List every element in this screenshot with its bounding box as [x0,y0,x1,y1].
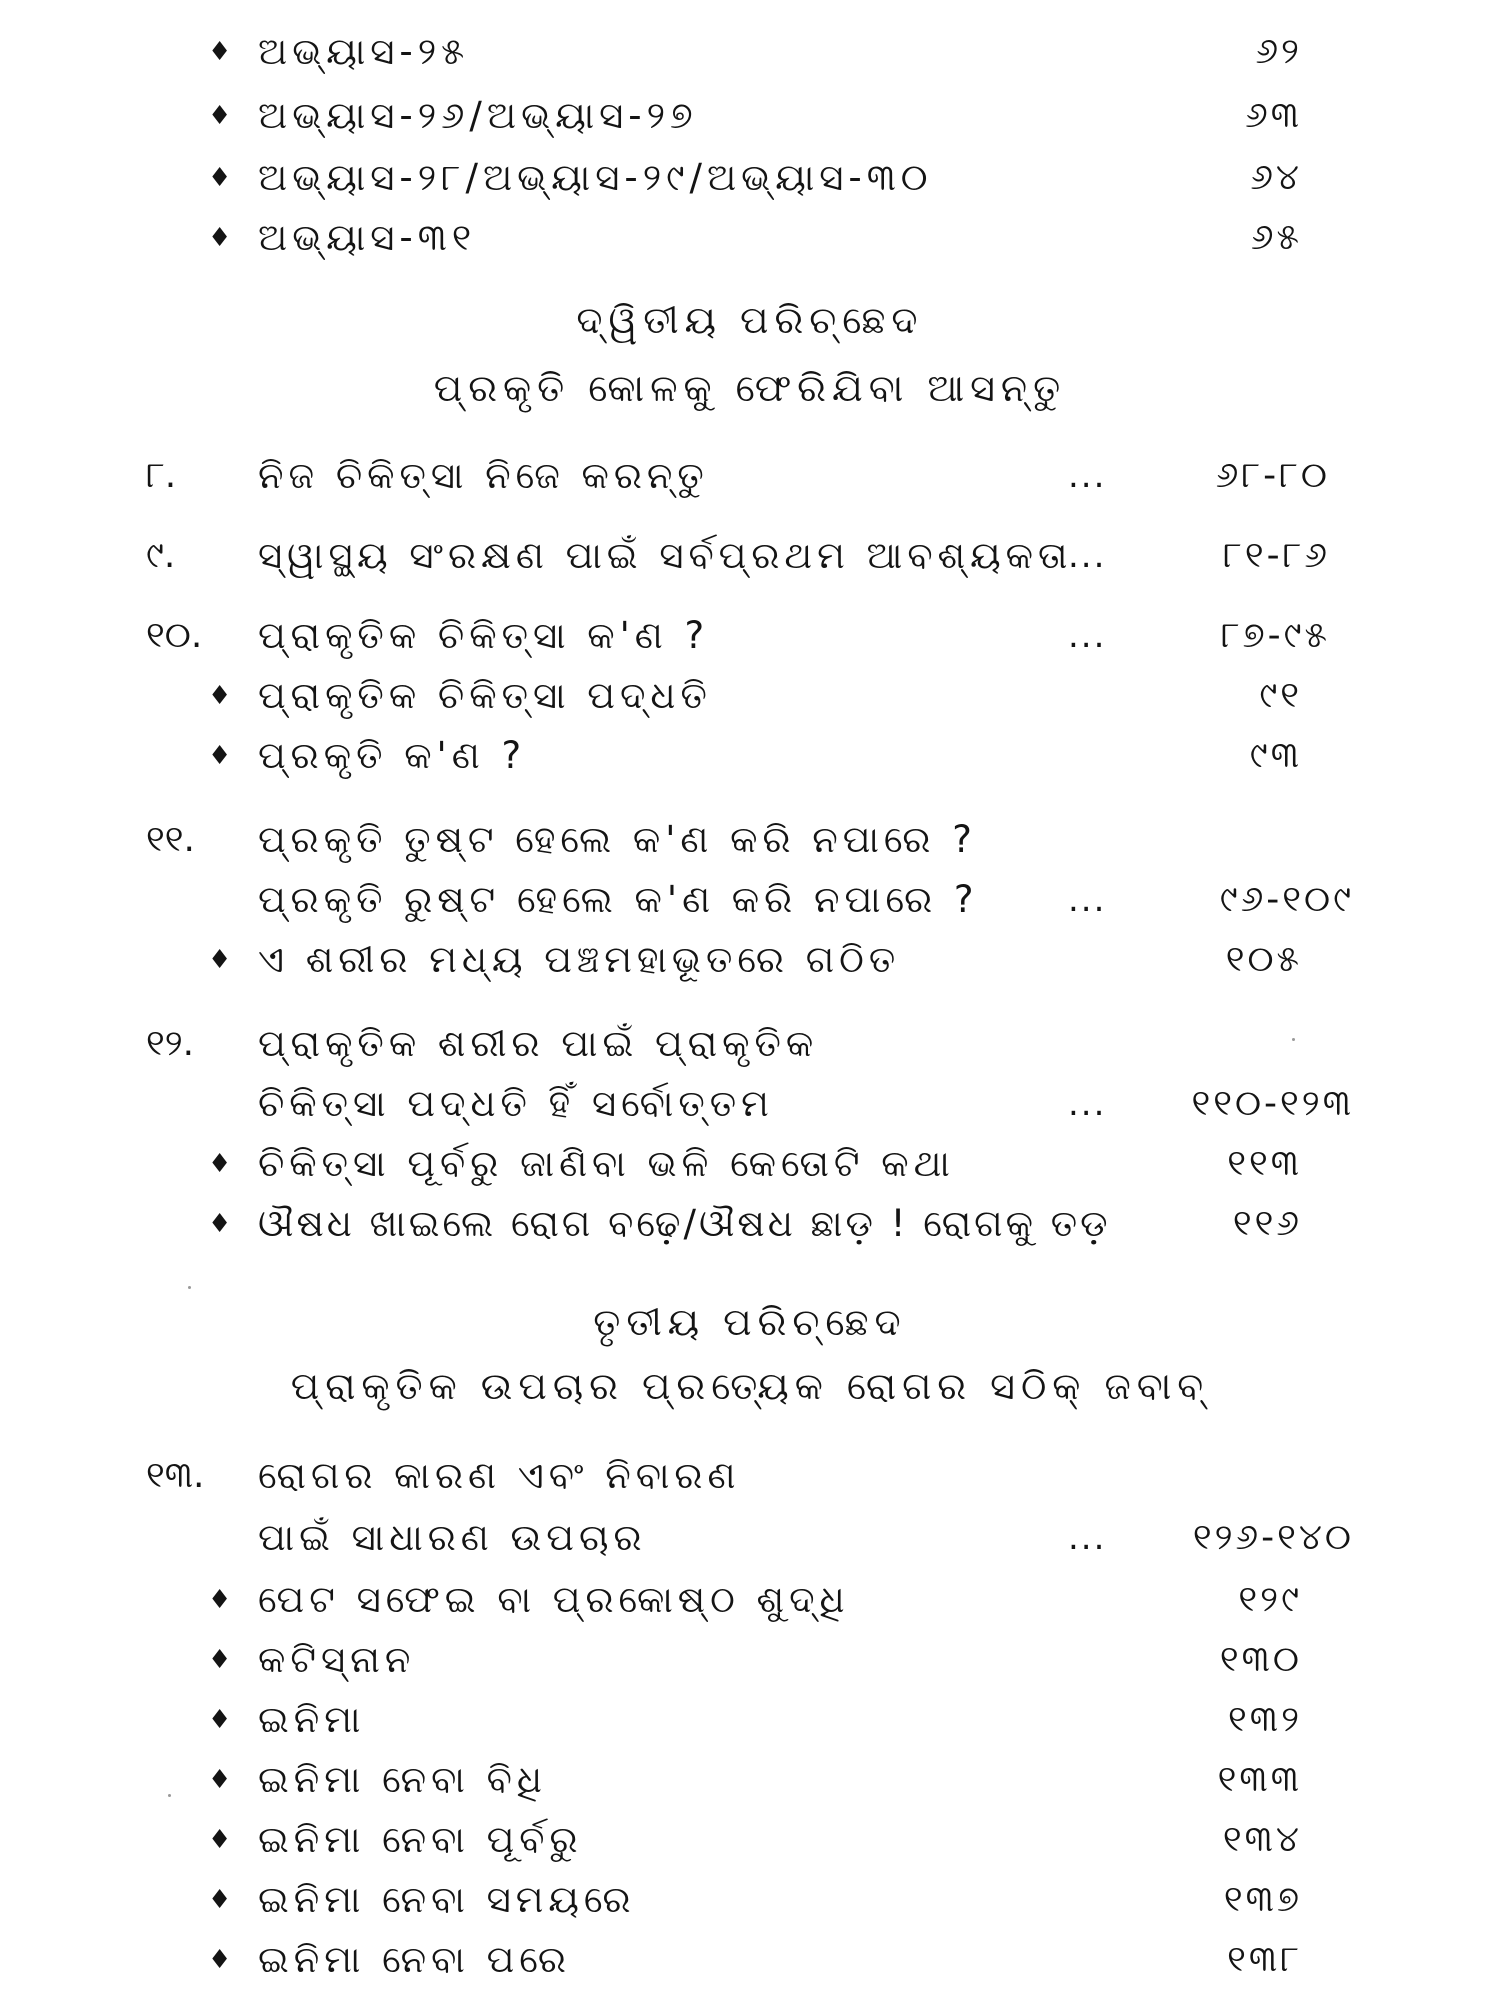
entry-page: ୮୭-୯୫ [1220,615,1330,656]
toc-entry [0,1810,1500,1870]
toc-entry [0,1570,1500,1630]
toc-entry [0,870,1500,930]
toc-entry [0,1014,1500,1074]
entry-label: ପ୍ରକୃତି କ'ଣ ? [258,734,527,777]
toc-entry [0,1508,1500,1568]
toc-entry [0,1690,1500,1750]
diamond-bullet-icon: ♦ [208,223,232,253]
toc-entry [0,1134,1500,1194]
chapter-3-title: ତୃତୀୟ ପରିଚ୍ଛେଦ [593,1300,907,1344]
leader-dots: ... [1068,456,1107,496]
leader-dots: ... [1068,1518,1107,1558]
leader-dots: ... [1068,1084,1107,1124]
entry-page: ୧୩୨ [1228,1699,1302,1740]
entry-label: ଇନିମା ନେବା ବିଧି [258,1758,547,1801]
entry-label: ଅଭ୍ୟାସ-୨୫ [258,30,470,73]
toc-entry [0,606,1500,666]
entry-page: ୬୨ [1255,31,1302,72]
diamond-bullet-icon: ♦ [208,1149,232,1179]
entry-label: ନିଜ ଚିକିତ୍ସା ନିଜେ କରନ୍ତୁ [258,454,709,497]
entry-page: ୬୪ [1250,157,1302,198]
diamond-bullet-icon: ♦ [208,1705,232,1735]
entry-number: ୮. [146,455,177,496]
paper-speck [188,1286,191,1289]
leader-dots: ... [1068,880,1107,920]
entry-page: ୧୩୩ [1217,1759,1302,1800]
paper-speck [168,1794,171,1797]
chapter-3-subtitle: ପ୍ରାକୃତିକ ଉପଚାର ପ୍ରତ୍ୟେକ ରୋଗର ସଠିକ୍ ଜବାବ୍ [290,1364,1210,1408]
toc-entry [0,208,1500,268]
paper-speck [1292,1038,1295,1041]
entry-label: ଅଭ୍ୟାସ-୩୧ [258,216,477,259]
toc-entry [0,1630,1500,1690]
chapter-2-subtitle: ପ୍ରକୃତି କୋଳକୁ ଫେରିଯିବା ଆସନ୍ତୁ [433,366,1067,410]
entry-label: ସ୍ୱାସ୍ଥ୍ୟ ସଂରକ୍ଷଣ ପାଇଁ ସର୍ବପ୍ରଥମ ଆବଶ୍ୟକତା [258,534,1073,577]
leader-dots: ... [1068,616,1107,656]
entry-label: ଅଭ୍ୟାସ-୨୮/ଅଭ୍ୟାସ-୨୯/ଅଭ୍ୟାସ-୩୦ [258,156,933,199]
entry-page: ୧୨୯ [1238,1579,1302,1620]
entry-page: ୧୧୦-୧୨୩ [1191,1083,1354,1124]
entry-number: ୯. [146,535,176,576]
entry-label: ରୋଗର କାରଣ ଏବଂ ନିବାରଣ [258,1454,741,1497]
entry-page: ୧୧୬ [1232,1203,1302,1244]
entry-page: ୯୧ [1259,675,1302,716]
toc-entry [0,526,1500,586]
entry-page: ୯୩ [1249,735,1302,776]
toc-entry [0,1194,1500,1254]
entry-page: ୯୬-୧୦୯ [1219,879,1354,920]
diamond-bullet-icon: ♦ [208,1209,232,1239]
entry-page: ୧୦୫ [1225,939,1302,980]
entry-page: ୧୨୬-୧୪୦ [1192,1517,1354,1558]
toc-entry [0,810,1500,870]
entry-label: ଇନିମା ନେବା ପୂର୍ବରୁ [258,1818,583,1861]
toc-entry [0,1750,1500,1810]
entry-label: ଔଷଧ ଖାଇଲେ ରୋଗ ବଢ଼େ/ଔଷଧ ଛାଡ଼ ! ରୋଗକୁ ତଡ଼ [258,1202,1111,1245]
entry-number: ୧୩. [146,1455,205,1496]
entry-label: ଇନିମା ନେବା ପରେ [258,1938,571,1981]
entry-label: କଟିସ୍ନାନ [258,1638,416,1681]
entry-page: ୧୩୦ [1219,1639,1302,1680]
entry-label: ଏ ଶରୀର ମଧ୍ୟ ପଞ୍ଚମହାଭୂତରେ ଗଠିତ [258,938,901,981]
toc-entry [0,22,1500,82]
entry-number: ୧୦. [146,615,203,656]
diamond-bullet-icon: ♦ [208,1945,232,1975]
toc-entry [0,86,1500,146]
toc-entry [0,1930,1500,1990]
toc-entry [0,1074,1500,1134]
toc-entry [0,930,1500,990]
toc-entry [0,726,1500,786]
entry-number: ୧୨. [146,1023,195,1064]
entry-label: ଚିକିତ୍ସା ପଦ୍ଧତି ହିଁ ସର୍ବୋତ୍ତମ [258,1082,774,1125]
diamond-bullet-icon: ♦ [208,163,232,193]
toc-entry [0,148,1500,208]
diamond-bullet-icon: ♦ [208,37,232,67]
toc-entry [0,1446,1500,1506]
entry-label: ପେଟ ସଫେଇ ବା ପ୍ରକୋଷ୍ଠ ଶୁଦ୍ଧି [258,1578,850,1621]
toc-entry [0,666,1500,726]
diamond-bullet-icon: ♦ [208,1765,232,1795]
diamond-bullet-icon: ♦ [208,741,232,771]
entry-number: ୧୧. [146,819,195,860]
entry-label: ଇନିମା [258,1698,366,1741]
entry-page: ୧୩୪ [1222,1819,1302,1860]
chapter-2-title: ଦ୍ୱିତୀୟ ପରିଚ୍ଛେଦ [576,298,924,342]
leader-dots: ... [1068,536,1107,576]
entry-label: ପ୍ରକୃତି ତୁଷ୍ଟ ହେଲେ କ'ଣ କରି ନପାରେ ? [258,818,977,861]
entry-label: ଅଭ୍ୟାସ-୨୬/ଅଭ୍ୟାସ-୨୭ [258,94,698,137]
entry-label: ପ୍ରାକୃତିକ ଚିକିତ୍ସା କ'ଣ ? [258,614,710,657]
entry-page: ୧୩୮ [1227,1939,1302,1980]
entry-page: ୮୧-୮୬ [1223,535,1330,576]
entry-label: ପ୍ରାକୃତିକ ଚିକିତ୍ସା ପଦ୍ଧତି [258,674,712,717]
toc-entry [0,1870,1500,1930]
diamond-bullet-icon: ♦ [208,945,232,975]
entry-page: ୬୫ [1250,217,1302,258]
diamond-bullet-icon: ♦ [208,1585,232,1615]
entry-page: ୧୧୩ [1227,1143,1302,1184]
entry-label: ଇନିମା ନେବା ସମୟରେ [258,1878,636,1921]
entry-label: ପ୍ରାକୃତିକ ଶରୀର ପାଇଁ ପ୍ରାକୃତିକ [258,1022,819,1065]
diamond-bullet-icon: ♦ [208,101,232,131]
entry-label: ଚିକିତ୍ସା ପୂର୍ବରୁ ଜାଣିବା ଭଳି କେତୋଟି କଥା [258,1142,955,1185]
diamond-bullet-icon: ♦ [208,1885,232,1915]
entry-label: ପ୍ରକୃତି ରୁଷ୍ଟ ହେଲେ କ'ଣ କରି ନପାରେ ? [258,878,979,921]
toc-entry [0,446,1500,506]
entry-page: ୧୩୭ [1223,1879,1302,1920]
entry-page: ୬୮-୮୦ [1215,455,1330,496]
entry-label: ପାଇଁ ସାଧାରଣ ଉପଚାର [258,1516,647,1559]
entry-page: ୬୩ [1245,95,1302,136]
diamond-bullet-icon: ♦ [208,1645,232,1675]
diamond-bullet-icon: ♦ [208,1825,232,1855]
diamond-bullet-icon: ♦ [208,681,232,711]
